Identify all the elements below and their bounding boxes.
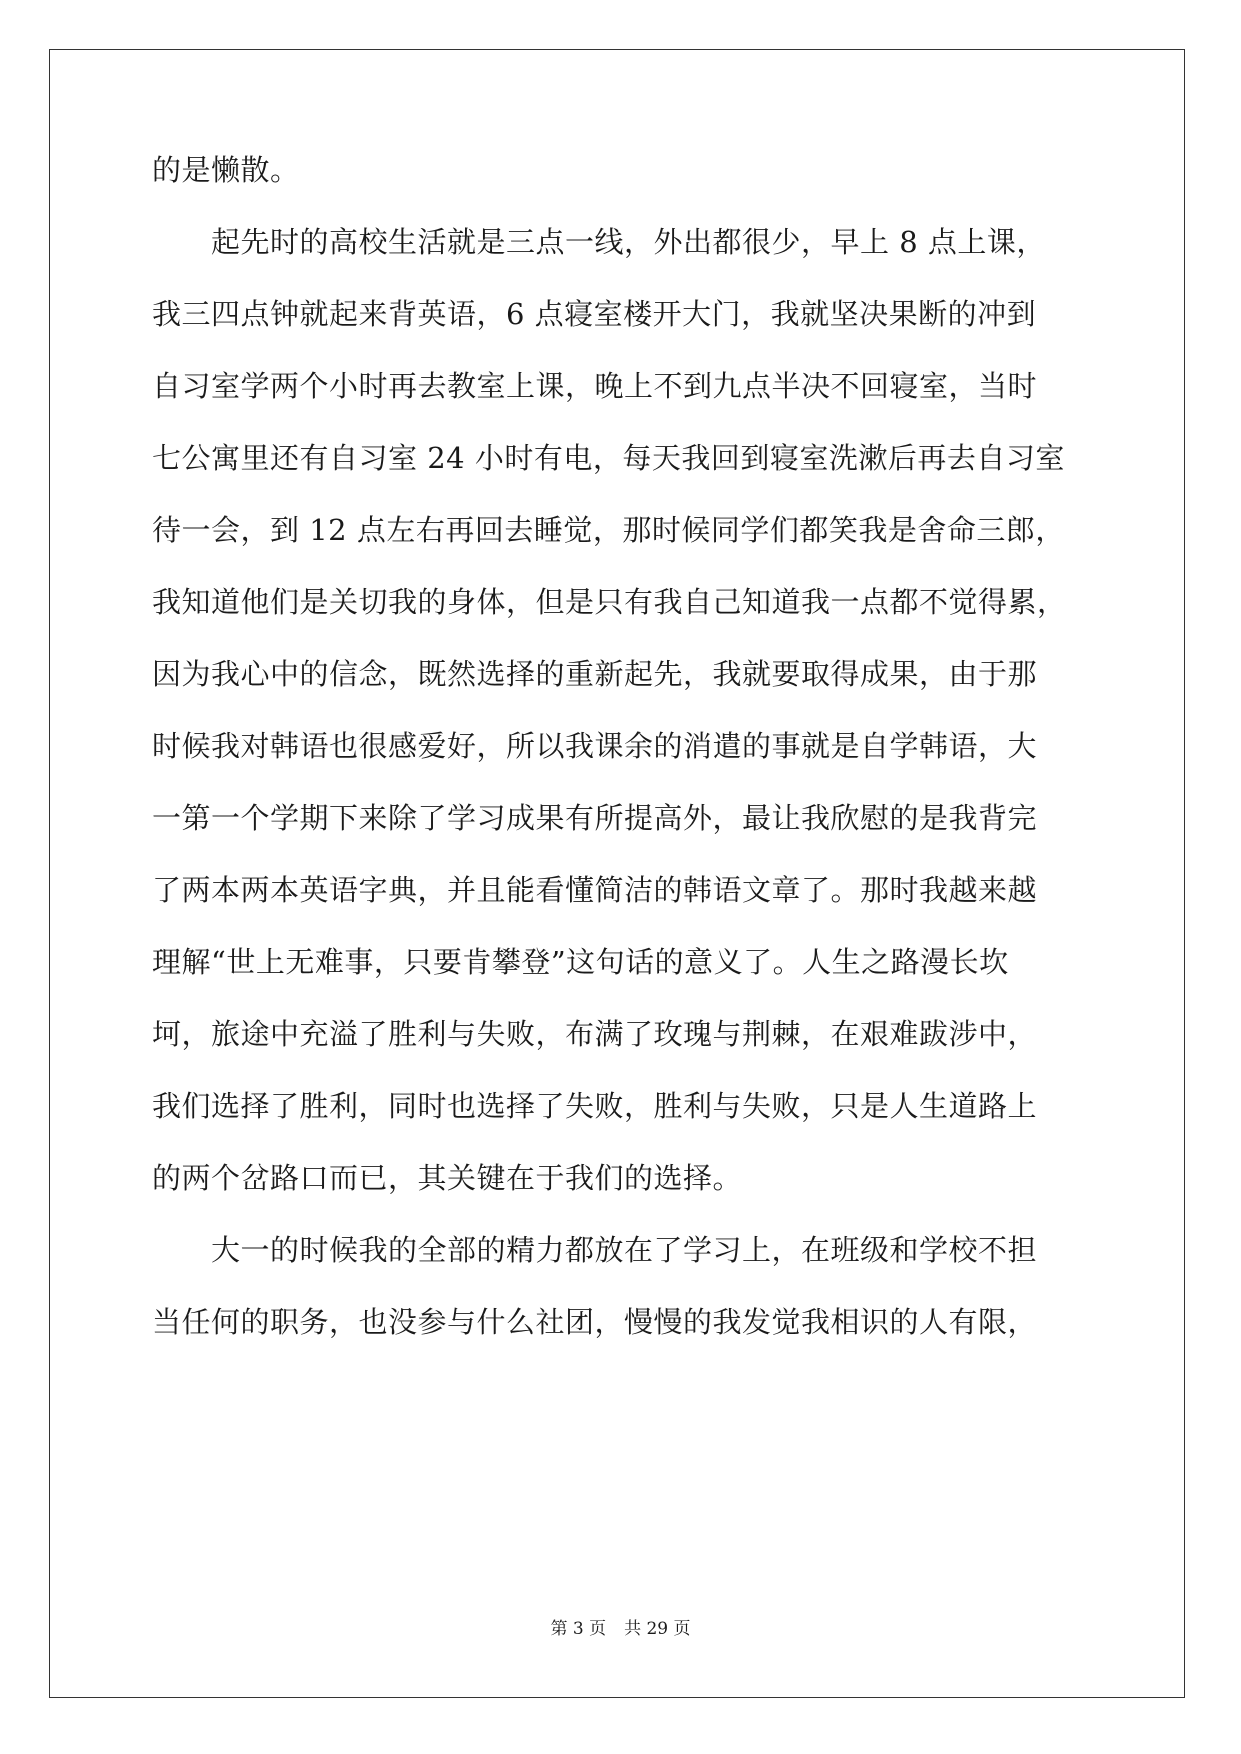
text-line-13: 坷，旅途中充溢了胜利与失败，布满了玫瑰与荆棘，在艰难跋涉中， — [152, 1017, 1038, 1051]
page-footer — [0, 1621, 1241, 1638]
text-line-15: 的两个岔路口而已，其关键在于我们的选择。 — [152, 1161, 743, 1195]
page-number: 第 3 页 — [550, 1619, 607, 1639]
page-total: 共 29 页 — [624, 1619, 691, 1639]
text-line-1: 的是懒散。 — [152, 153, 300, 187]
text-line-14: 我们选择了胜利，同时也选择了失败，胜利与失败，只是人生道路上 — [152, 1089, 1038, 1123]
text-line-10: 一第一个学期下来除了学习成果有所提高外，最让我欣慰的是我背完 — [152, 801, 1038, 835]
text-line-5: 七公寓里还有自习室 24 小时有电，每天我回到寝室洗漱后再去自习室 — [152, 441, 1065, 475]
text-line-11: 了两本两本英语字典，并且能看懂简洁的韩语文章了。那时我越来越 — [152, 873, 1038, 907]
text-line-3: 我三四点钟就起来背英语，6 点寝室楼开大门，我就坚决果断的冲到 — [152, 297, 1037, 331]
text-line-2: 起先时的高校生活就是三点一线，外出都很少，早上 8 点上课， — [152, 225, 1046, 259]
text-line-16: 大一的时候我的全部的精力都放在了学习上，在班级和学校不担 — [152, 1233, 1038, 1267]
text-line-6: 待一会，到 12 点左右再回去睡觉，那时候同学们都笑我是舍命三郎， — [152, 513, 1065, 547]
text-line-8: 因为我心中的信念，既然选择的重新起先，我就要取得成果，由于那 — [152, 657, 1038, 691]
text-line-9: 时候我对韩语也很感爱好，所以我课余的消遣的事就是自学韩语，大 — [152, 729, 1038, 763]
text-line-4: 自习室学两个小时再去教室上课，晚上不到九点半决不回寝室，当时 — [152, 369, 1038, 403]
text-line-17: 当任何的职务，也没参与什么社团，慢慢的我发觉我相识的人有限， — [152, 1305, 1038, 1339]
text-line-7: 我知道他们是关切我的身体，但是只有我自己知道我一点都不觉得累， — [152, 585, 1067, 619]
text-line-12: 理解“世上无难事，只要肯攀登”这句话的意义了。人生之路漫长坎 — [152, 945, 1009, 979]
